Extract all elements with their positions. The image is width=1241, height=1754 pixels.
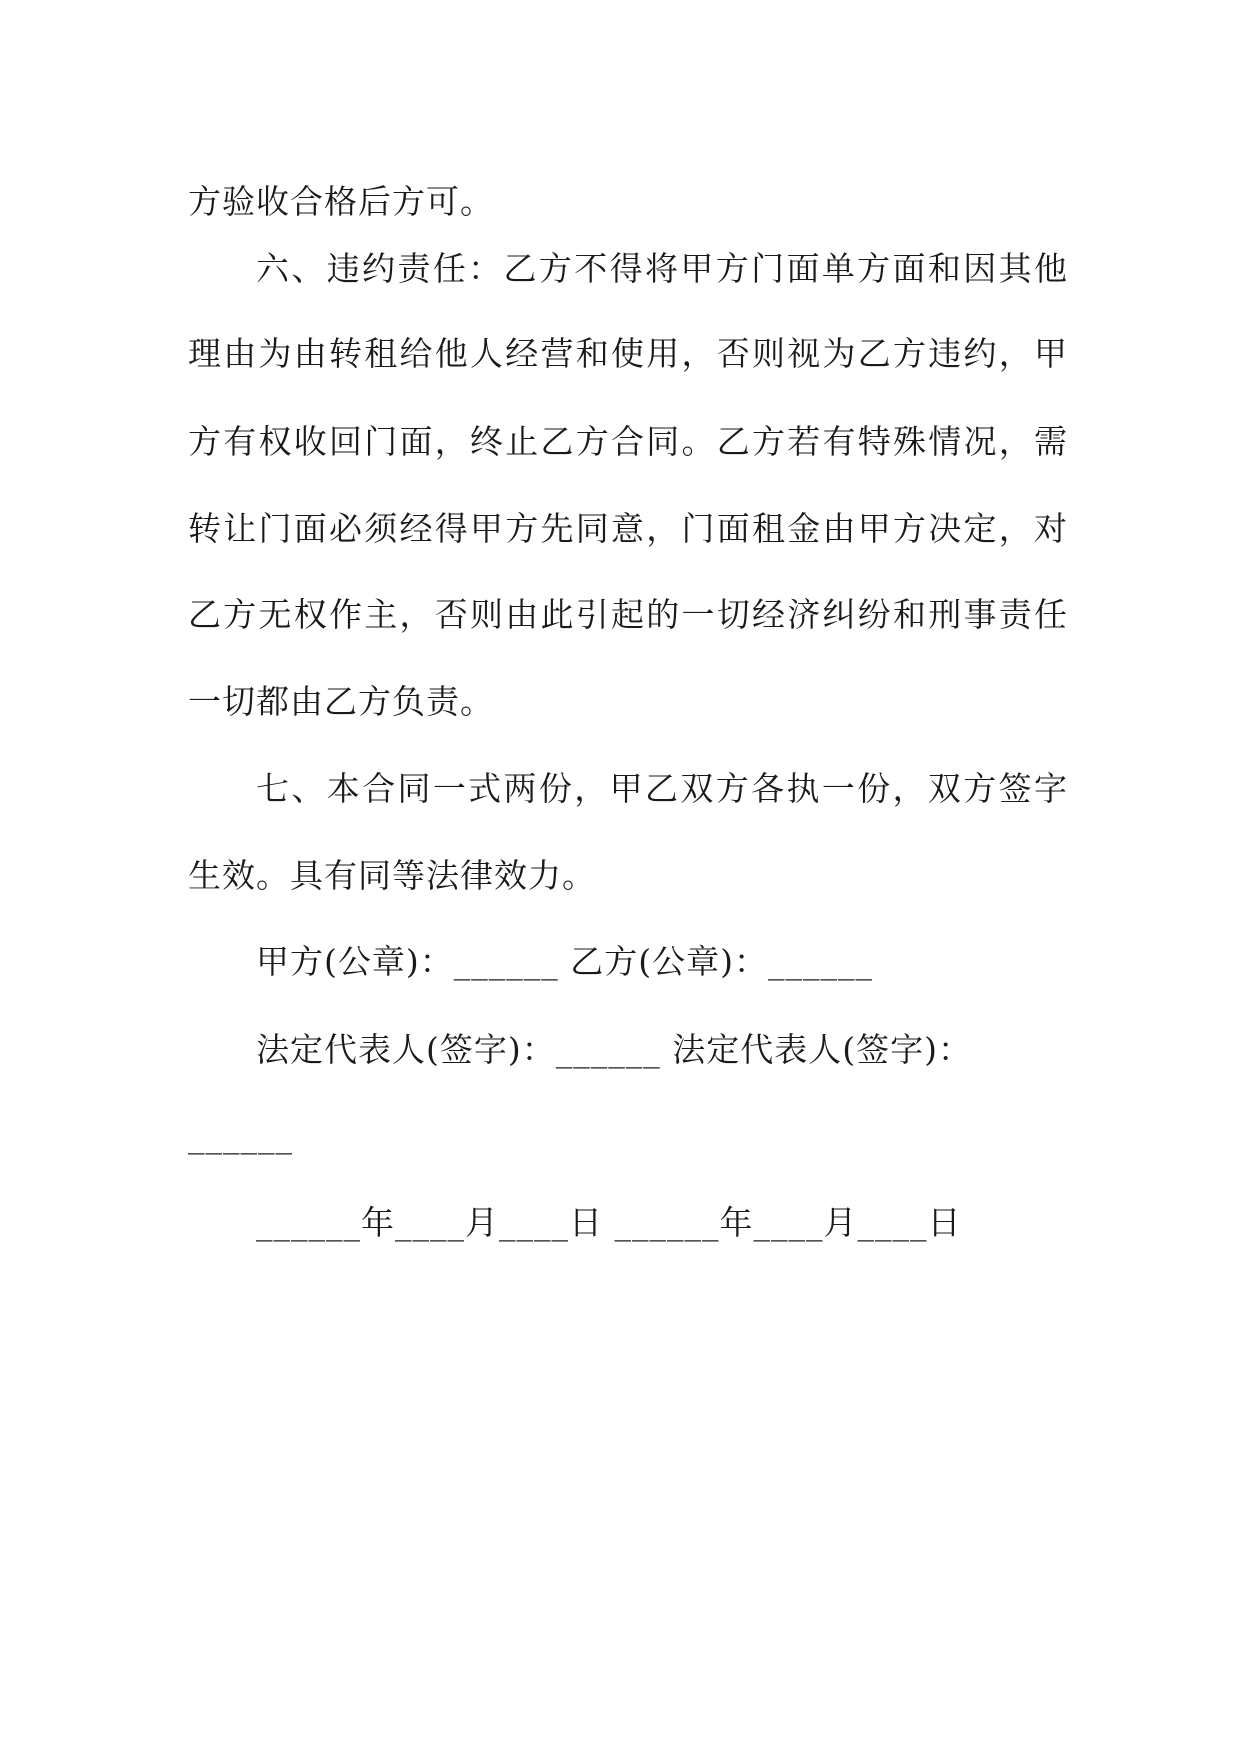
clause-7-line-1: 七、本合同一式两份，甲乙双方各执一份，双方签字 [256, 769, 1068, 808]
clause-6-line-2: 理由为由转租给他人经营和使用，否则视为乙方违约，甲 [188, 334, 1068, 373]
clause-6-line-1: 六、违约责任：乙方不得将甲方门面单方面和因其他 [256, 249, 1068, 288]
clause-7-line-2: 生效。具有同等法律效力。 [188, 856, 596, 895]
date-line: ______年____月____日 ______年____月____日 [256, 1203, 962, 1242]
legal-representative-blank: ______ [188, 1116, 293, 1155]
clause-6-line-5: 乙方无权作主，否则由此引起的一切经济纠纷和刑事责任 [188, 595, 1068, 634]
legal-representative-line: 法定代表人(签字)：______ 法定代表人(签字)： [256, 1030, 972, 1069]
paragraph-5-end: 方验收合格后方可。 [188, 182, 494, 221]
clause-6-line-6: 一切都由乙方负责。 [188, 682, 494, 721]
clause-6-line-3: 方有权收回门面，终止乙方合同。乙方若有特殊情况，需 [188, 422, 1068, 461]
party-seal-line: 甲方(公章)：______ 乙方(公章)：______ [256, 942, 873, 981]
clause-6-line-4: 转让门面必须经得甲方先同意，门面租金由甲方决定，对 [188, 509, 1068, 548]
